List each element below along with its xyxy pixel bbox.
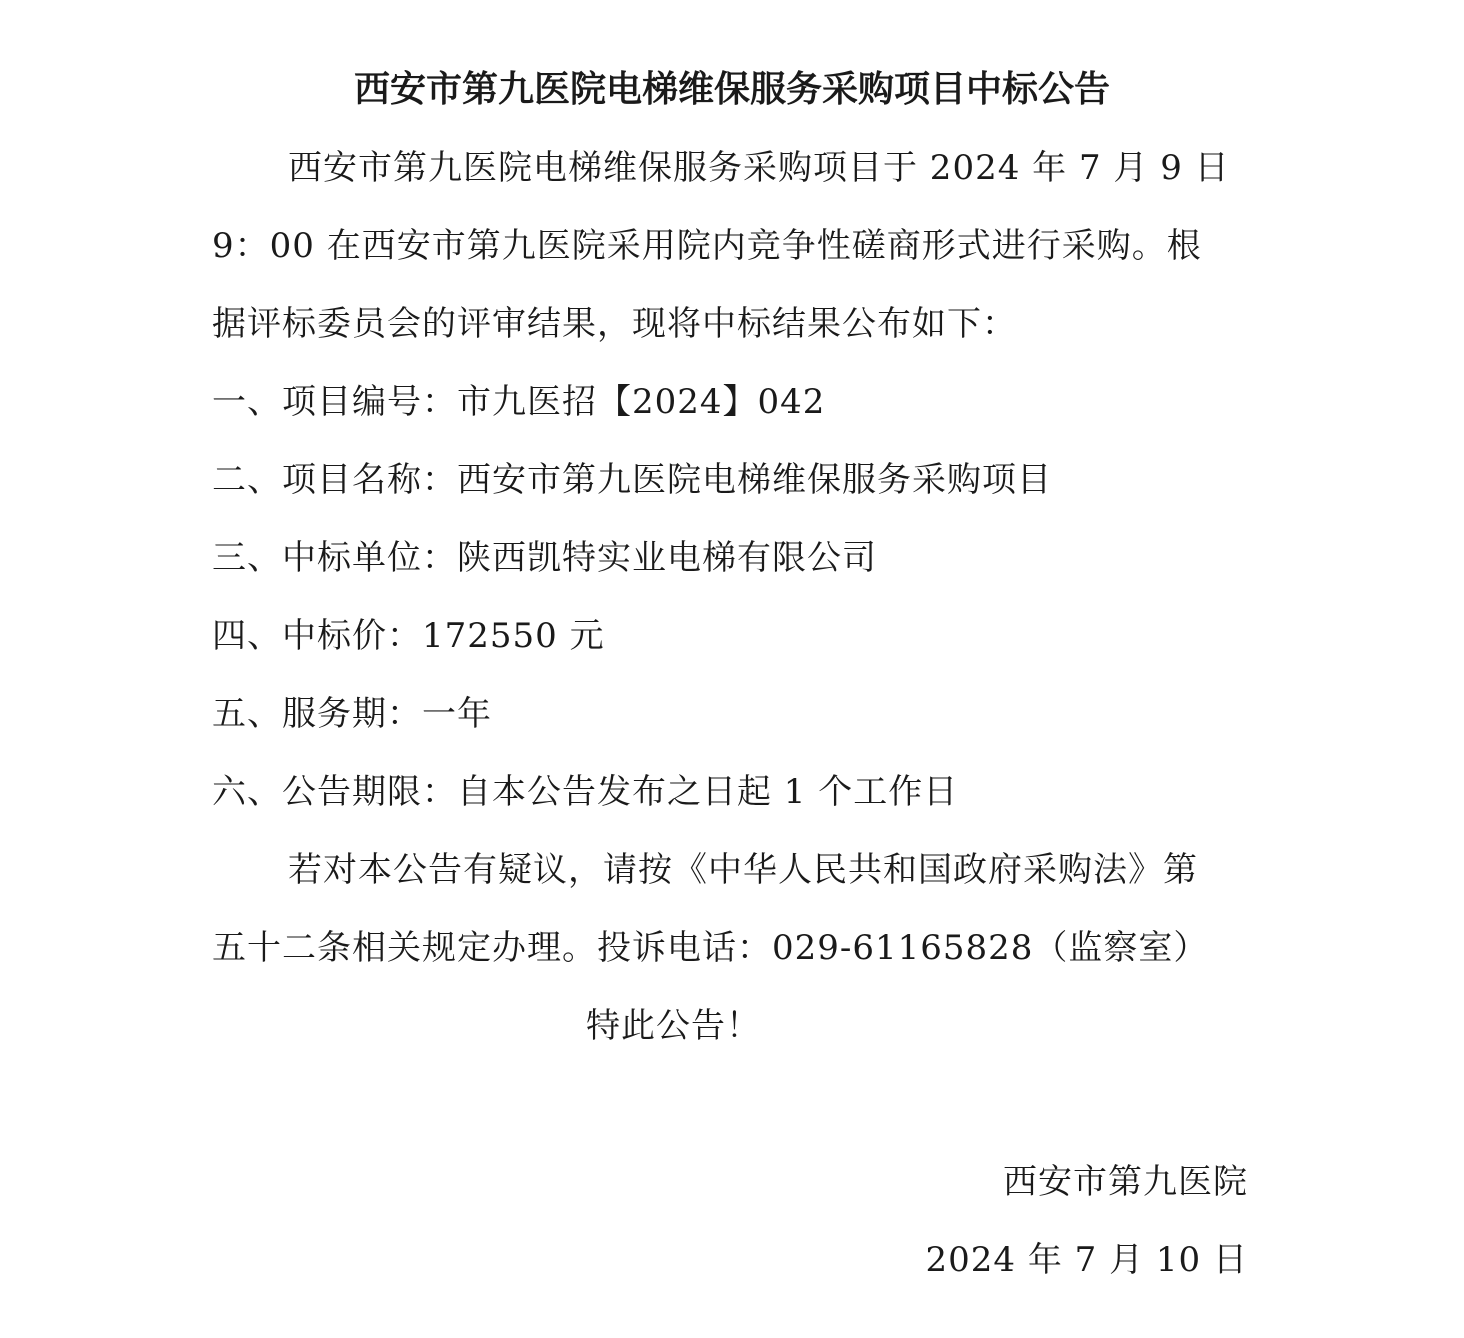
signature-org: 西安市第九医院 bbox=[1003, 1162, 1248, 1202]
item-winning-price: 四、中标价：172550 元 bbox=[212, 616, 605, 656]
objection-line-2: 五十二条相关规定办理。投诉电话：029-61165828（监察室） bbox=[212, 928, 1209, 968]
item-winning-bidder: 三、中标单位：陕西凯特实业电梯有限公司 bbox=[212, 538, 877, 578]
intro-line-1: 西安市第九医院电梯维保服务采购项目于 2024 年 7 月 9 日 bbox=[288, 148, 1230, 188]
item-service-period: 五、服务期：一年 bbox=[212, 694, 492, 734]
intro-line-2: 9：00 在西安市第九医院采用院内竞争性磋商形式进行采购。根 bbox=[212, 226, 1202, 266]
item-project-number: 一、项目编号：市九医招【2024】042 bbox=[212, 382, 826, 422]
item-project-name: 二、项目名称：西安市第九医院电梯维保服务采购项目 bbox=[212, 460, 1052, 500]
item-notice-period: 六、公告期限：自本公告发布之日起 1 个工作日 bbox=[212, 772, 959, 812]
intro-line-3: 据评标委员会的评审结果，现将中标结果公布如下： bbox=[212, 304, 1017, 344]
objection-line-1: 若对本公告有疑议，请按《中华人民共和国政府采购法》第 bbox=[288, 850, 1198, 890]
signature-date: 2024 年 7 月 10 日 bbox=[925, 1240, 1248, 1280]
document-title: 西安市第九医院电梯维保服务采购项目中标公告 bbox=[353, 69, 1110, 110]
closing-text: 特此公告！ bbox=[586, 1006, 761, 1046]
